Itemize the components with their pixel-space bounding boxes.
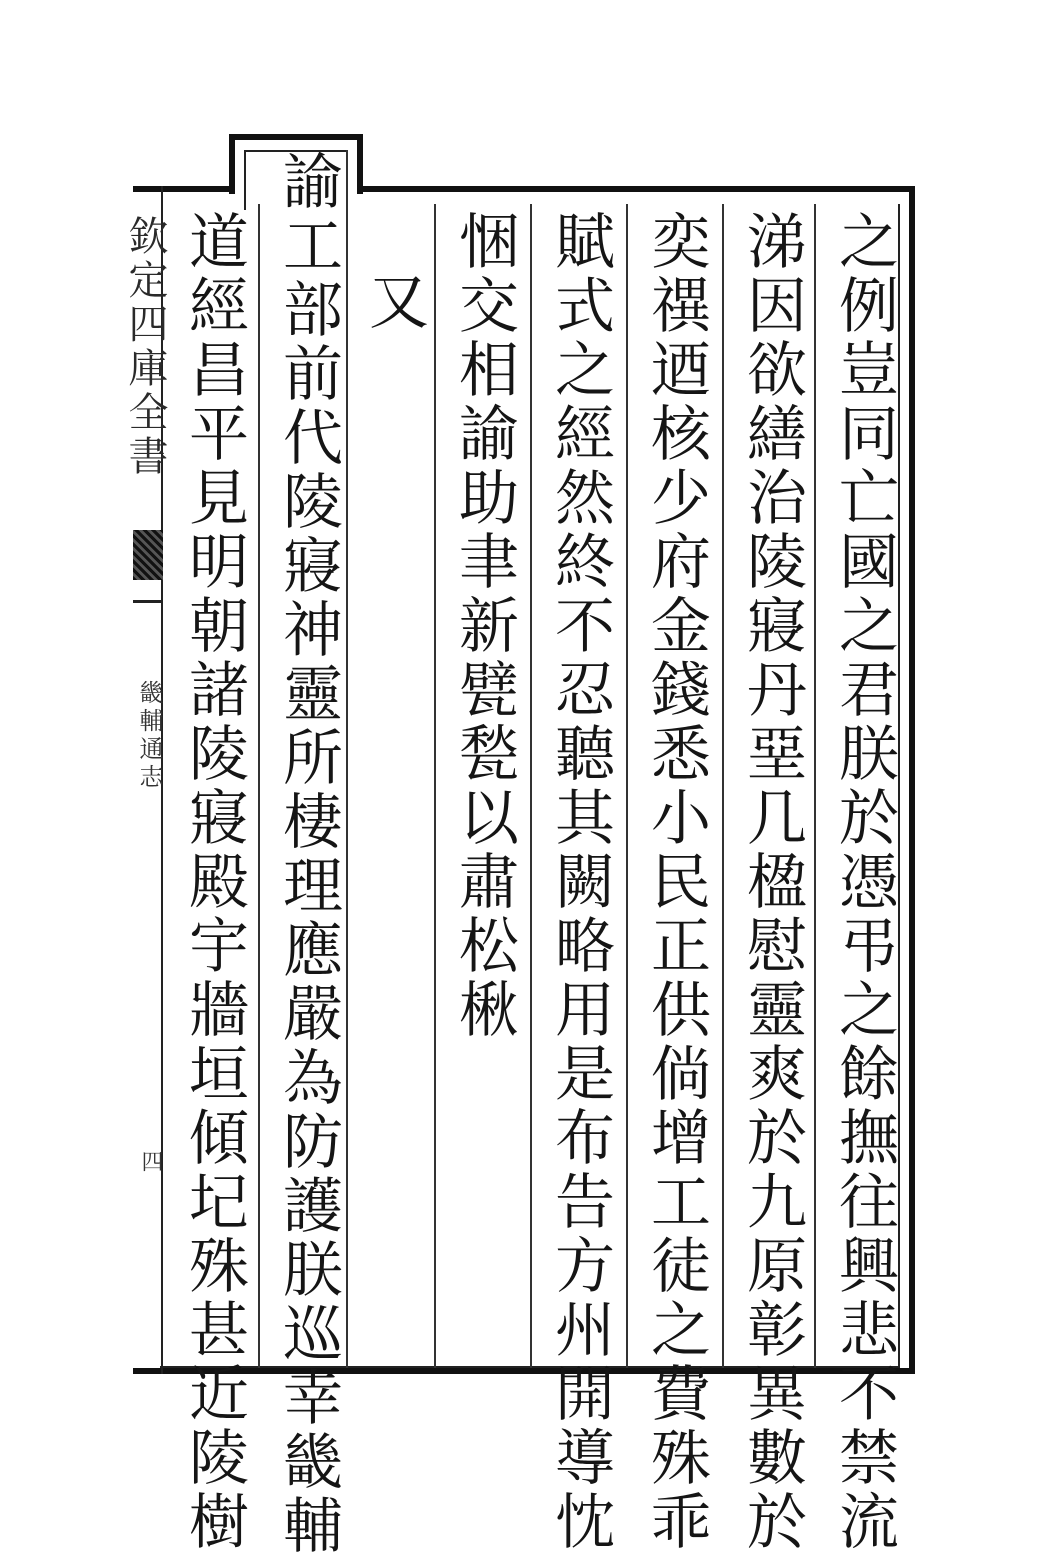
text-column-7: 諭工部前代陵寢神靈所棲理應嚴為防護朕巡幸畿輔	[273, 150, 343, 1558]
column-rule	[626, 204, 628, 1368]
text-column-1: 之例豈同亡國之君朕於憑弔之餘撫往興悲不禁流	[829, 210, 899, 1554]
text-column-4: 賦式之經然終不忍聽其闕略用是布告方州開導忱	[545, 210, 615, 1554]
column-rule	[258, 204, 260, 1368]
text-column-6: 又	[359, 270, 429, 334]
column-rule	[434, 204, 436, 1368]
margin-book-title: 畿輔通志	[135, 680, 163, 792]
column-rule	[722, 204, 724, 1368]
column-rule	[814, 204, 816, 1368]
margin-page-number: 四	[138, 1150, 163, 1172]
fishtail-rule	[133, 600, 163, 603]
column-rule	[530, 204, 532, 1368]
text-column-5: 悃交相諭助聿新甓甃以肅松楸	[449, 210, 519, 1042]
text-column-3: 奕禩迺核少府金錢悉小民正供倘增工徒之費殊乖	[641, 210, 711, 1554]
text-column-2: 涕因欲繕治陵寢丹堊几楹慰靈爽於九原彰異數於	[737, 210, 807, 1554]
column-rule	[346, 150, 348, 1368]
margin-collection-title: 欽定四庫全書	[122, 215, 168, 479]
text-column-8: 道經昌平見明朝諸陵寢殿宇牆垣傾圮殊甚近陵樹	[179, 210, 249, 1554]
fishtail-ornament	[133, 530, 163, 580]
